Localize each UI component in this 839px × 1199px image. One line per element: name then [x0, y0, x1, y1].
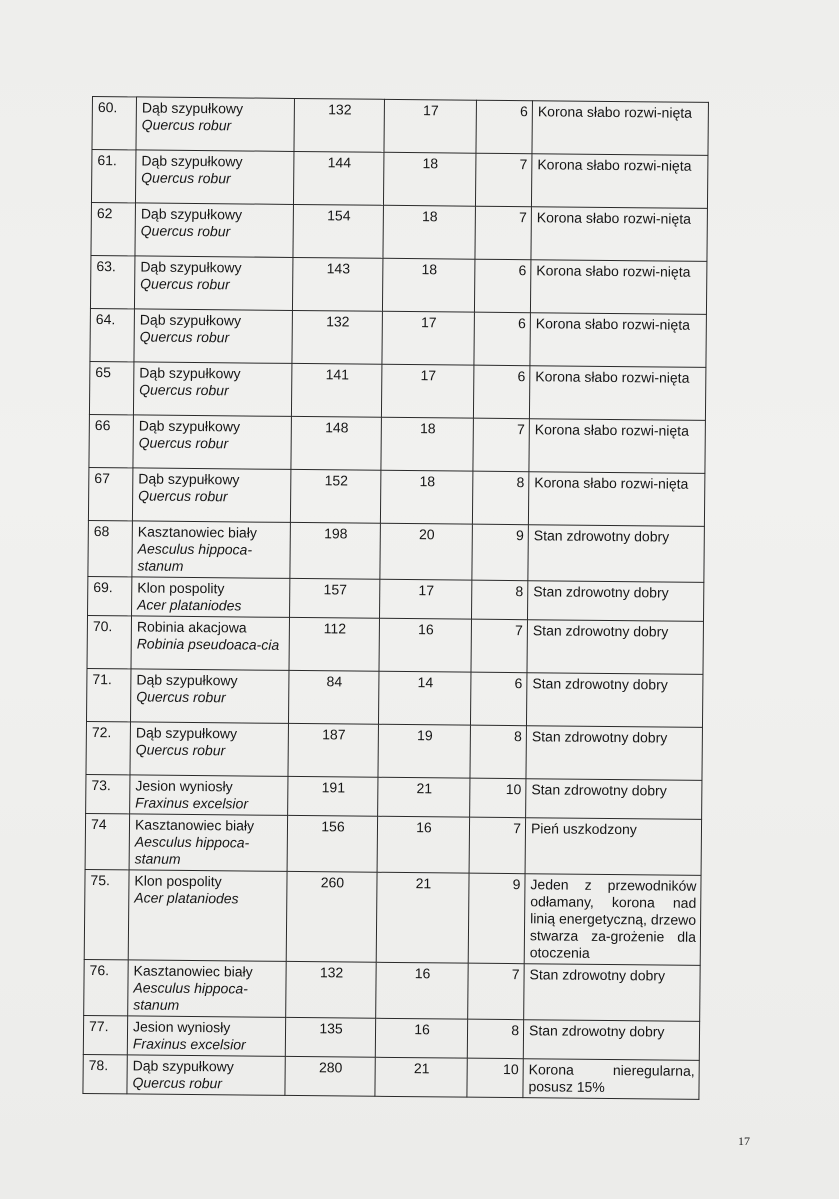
- species-latin-name: Quercus robur: [132, 1074, 223, 1092]
- species-cell: [130, 775, 288, 816]
- species-name: Dąb szypułkowy: [139, 311, 242, 329]
- value-b-cell: 21: [376, 872, 469, 963]
- remarks-cell: Stan zdrowotny dobry: [526, 726, 703, 781]
- value-a-cell: 152: [290, 469, 381, 523]
- remarks-cell: Stan zdrowotny dobry: [524, 964, 701, 1022]
- value-a-cell: 148: [291, 416, 382, 470]
- value-c-cell: 6: [474, 259, 531, 313]
- species-latin-name: Fraxinus excelsior: [135, 794, 249, 812]
- value-b-cell: 19: [378, 724, 471, 778]
- table-row: [84, 959, 701, 1021]
- value-c-cell: 6: [476, 100, 533, 154]
- species-name: Klon pospolity: [137, 579, 225, 597]
- remarks-cell: Pień uszkodzony: [525, 818, 702, 876]
- table-row: [86, 721, 702, 780]
- remarks-cell: Korona słabo rozwi-nięta: [528, 472, 705, 527]
- row-number-cell: 65: [89, 361, 134, 414]
- species-name: Dąb szypułkowy: [135, 724, 238, 742]
- table-row: [91, 150, 707, 209]
- species-latin-name: Quercus robur: [135, 741, 226, 759]
- table-row: [89, 361, 705, 420]
- row-number-cell: 70.: [87, 615, 132, 668]
- table-row: [86, 668, 702, 727]
- species-name: Klon pospolity: [134, 872, 222, 890]
- value-c-cell: 7: [468, 963, 525, 1020]
- row-number-cell: 76.: [84, 959, 129, 1015]
- species-name: Dąb szypułkowy: [138, 470, 240, 488]
- value-b-cell: 16: [375, 1018, 467, 1058]
- table-row: [83, 1054, 699, 1099]
- species-name: Robinia akacjowa: [136, 618, 247, 636]
- value-a-cell: 156: [287, 815, 378, 872]
- value-a-cell: 112: [289, 617, 380, 671]
- table-body: [83, 97, 709, 1100]
- species-name: Jesion wyniosły: [135, 777, 233, 795]
- row-number-cell: 63.: [90, 255, 135, 308]
- table-row: [87, 615, 703, 674]
- row-number-cell: 61.: [91, 150, 136, 203]
- value-b-cell: 14: [378, 671, 471, 725]
- table-row: [90, 308, 706, 367]
- species-cell: [134, 309, 293, 364]
- value-a-cell: 260: [286, 871, 377, 962]
- species-name: Jesion wyniosły: [132, 1018, 231, 1036]
- value-b-cell: 21: [378, 777, 470, 817]
- value-c-cell: 9: [468, 873, 525, 964]
- remarks-cell: Korona nieregularna, posusz 15%: [523, 1059, 699, 1100]
- table-row: [89, 414, 705, 473]
- remarks-cell: Stan zdrowotny dobry: [527, 620, 704, 675]
- value-c-cell: 7: [475, 153, 532, 207]
- species-name: Kasztanowiec biały: [133, 962, 253, 980]
- species-cell: [128, 870, 287, 962]
- value-c-cell: 6: [470, 672, 527, 726]
- value-c-cell: 6: [474, 312, 531, 366]
- value-c-cell: 9: [472, 524, 529, 581]
- remarks-cell: Stan zdrowotny dobry: [527, 581, 703, 622]
- value-c-cell: 7: [475, 206, 532, 260]
- table-row: [91, 202, 707, 261]
- species-latin-name: Acer plataniodes: [134, 889, 239, 907]
- value-b-cell: 17: [384, 99, 477, 153]
- row-number-cell: 78.: [83, 1054, 127, 1093]
- table-row: [83, 1015, 699, 1060]
- value-a-cell: 143: [292, 257, 383, 311]
- row-number-cell: 72.: [86, 721, 131, 774]
- value-c-cell: 10: [467, 1058, 523, 1098]
- value-a-cell: 191: [288, 776, 378, 816]
- table-row: [90, 255, 706, 314]
- row-number-cell: 62: [91, 202, 136, 255]
- species-name: Dąb szypułkowy: [132, 1057, 234, 1075]
- species-name: Dąb szypułkowy: [140, 205, 243, 223]
- value-c-cell: 8: [472, 471, 529, 525]
- remarks-cell: Korona słabo rozwi-nięta: [529, 419, 706, 474]
- species-cell: [135, 150, 294, 205]
- species-name: Dąb szypułkowy: [141, 99, 244, 117]
- species-cell: [130, 669, 289, 724]
- remarks-cell: Stan zdrowotny dobry: [526, 779, 702, 820]
- species-cell: [136, 97, 295, 152]
- remarks-cell: Jeden z przewodników odłamany, korona nad linią energetyczną, drzewo stwarza za-grożenie dla otoczenia: [524, 874, 701, 966]
- species-cell: [133, 362, 292, 417]
- row-number-cell: 69.: [88, 576, 132, 615]
- value-a-cell: 132: [292, 310, 383, 364]
- row-number-cell: 68: [88, 520, 133, 576]
- tree-inventory-table: [82, 96, 709, 1100]
- species-latin-name: Aesculus hippoca-stanum: [134, 833, 250, 867]
- species-cell: [135, 203, 294, 258]
- value-b-cell: 16: [376, 962, 469, 1019]
- value-a-cell: 198: [290, 522, 381, 579]
- species-latin-name: Quercus robur: [140, 275, 230, 293]
- species-name: Dąb szypułkowy: [141, 152, 243, 170]
- species-name: Dąb szypułkowy: [139, 364, 241, 382]
- species-cell: [127, 1055, 285, 1096]
- species-latin-name: Quercus robur: [141, 116, 232, 134]
- species-name: Kasztanowiec biały: [134, 816, 255, 834]
- value-c-cell: 8: [470, 725, 527, 779]
- value-b-cell: 20: [380, 523, 473, 580]
- value-b-cell: 16: [379, 618, 472, 672]
- species-cell: [133, 415, 292, 470]
- value-a-cell: 154: [293, 204, 384, 258]
- value-c-cell: 7: [469, 817, 526, 874]
- species-name: Dąb szypułkowy: [136, 671, 238, 689]
- species-latin-name: Acer plataniodes: [137, 596, 242, 614]
- value-c-cell: 8: [467, 1019, 523, 1059]
- value-a-cell: 187: [288, 723, 379, 777]
- species-latin-name: Quercus robur: [140, 222, 231, 240]
- value-b-cell: 18: [380, 470, 473, 524]
- value-a-cell: 132: [286, 961, 377, 1018]
- row-number-cell: 74: [85, 813, 130, 869]
- value-b-cell: 17: [379, 579, 471, 619]
- remarks-cell: Korona słabo rozwi-nięta: [531, 154, 708, 209]
- value-c-cell: 7: [471, 619, 528, 673]
- species-cell: [129, 814, 288, 872]
- species-name: Dąb szypułkowy: [138, 417, 241, 435]
- species-latin-name: Quercus robur: [139, 328, 230, 346]
- value-c-cell: 8: [471, 580, 527, 620]
- value-c-cell: 6: [473, 365, 530, 419]
- row-number-cell: 75.: [84, 869, 129, 959]
- value-b-cell: 17: [382, 311, 475, 365]
- remarks-cell: Stan zdrowotny dobry: [528, 525, 705, 583]
- page-number: 17: [738, 1134, 750, 1148]
- species-cell: [131, 616, 290, 671]
- species-cell: [130, 722, 289, 777]
- remarks-cell: Stan zdrowotny dobry: [526, 673, 703, 728]
- species-latin-name: Robinia pseudoaca-cia: [136, 635, 280, 653]
- table-row: [84, 869, 701, 965]
- value-b-cell: 16: [377, 816, 470, 873]
- species-latin-name: Aesculus hippoca-stanum: [137, 540, 253, 574]
- row-number-cell: 77.: [83, 1015, 127, 1054]
- species-latin-name: Quercus robur: [138, 434, 229, 452]
- table-row: [92, 97, 708, 156]
- species-latin-name: Quercus robur: [139, 381, 229, 399]
- species-latin-name: Fraxinus excelsior: [132, 1035, 246, 1053]
- value-b-cell: 18: [382, 258, 475, 312]
- row-number-cell: 73.: [86, 774, 130, 813]
- remarks-cell: Korona słabo rozwi-nięta: [529, 366, 706, 421]
- remarks-cell: Korona słabo rozwi-nięta: [532, 101, 709, 156]
- value-a-cell: 157: [290, 578, 380, 618]
- value-a-cell: 141: [291, 363, 382, 417]
- remarks-cell: Korona słabo rozwi-nięta: [531, 207, 708, 262]
- remarks-cell: Stan zdrowotny dobry: [523, 1020, 699, 1061]
- row-number-cell: 64.: [90, 308, 135, 361]
- table-row: [85, 813, 702, 875]
- species-cell: [127, 1016, 285, 1057]
- value-a-cell: 132: [294, 98, 385, 152]
- species-cell: [128, 960, 287, 1018]
- row-number-cell: 60.: [92, 97, 137, 150]
- value-a-cell: 144: [293, 151, 384, 205]
- table-row: [88, 520, 705, 582]
- species-cell: [132, 468, 291, 523]
- remarks-cell: Korona słabo rozwi-nięta: [530, 313, 707, 368]
- species-latin-name: Quercus robur: [141, 169, 231, 187]
- value-a-cell: 135: [285, 1017, 375, 1057]
- species-name: Kasztanowiec biały: [137, 523, 257, 541]
- value-c-cell: 7: [473, 418, 530, 472]
- value-b-cell: 21: [375, 1057, 467, 1097]
- species-latin-name: Quercus robur: [138, 487, 228, 505]
- table-row: [88, 576, 704, 621]
- value-c-cell: 10: [470, 778, 526, 818]
- species-latin-name: Quercus robur: [136, 688, 226, 706]
- species-cell: [132, 521, 291, 579]
- table-row: [86, 774, 702, 819]
- row-number-cell: 71.: [86, 668, 131, 721]
- remarks-cell: Korona słabo rozwi-nięta: [530, 260, 707, 315]
- row-number-cell: 66: [89, 414, 134, 467]
- value-b-cell: 18: [381, 417, 474, 471]
- value-b-cell: 17: [381, 364, 474, 418]
- value-a-cell: 280: [285, 1056, 375, 1096]
- species-cell: [132, 577, 290, 618]
- row-number-cell: 67: [88, 467, 133, 520]
- species-name: Dąb szypułkowy: [140, 258, 242, 276]
- value-b-cell: 18: [383, 205, 476, 259]
- species-latin-name: Aesculus hippoca-stanum: [133, 979, 248, 1013]
- species-cell: [134, 256, 293, 311]
- value-a-cell: 84: [288, 670, 379, 724]
- value-b-cell: 18: [383, 152, 476, 206]
- table-row: [88, 467, 704, 526]
